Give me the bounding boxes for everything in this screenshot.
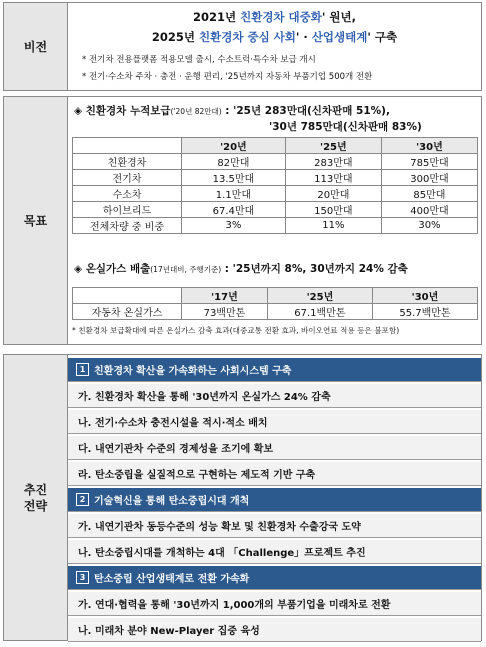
goal-heading-vehicles: ◈ 친환경차 누적보급('20년 82만대) : '25년 283만대(신차판매 51%),: [74, 105, 390, 117]
strategy-heading: [68, 488, 481, 512]
strategy-text: 탄소중립 산업생태계로 전환 가속화: [94, 574, 250, 585]
table-row: 전체차량 중 비중 3% 11% 30%: [73, 218, 478, 234]
strategy-item: [68, 514, 481, 538]
vehicle-target-table: [72, 137, 478, 234]
strategy-text: 가. 친환경차 확산을 통해 '30년까지 온실가스 24% 감축: [78, 392, 331, 403]
strategy-heading: [68, 566, 481, 590]
strategy-text: 다. 내연기관차 수준의 경제성을 조기에 확보: [78, 444, 274, 455]
vision-headline-2: 2025년 친환경차 중심 사회' · 산업생태계' 구축: [151, 30, 398, 44]
column-header: '20년: [182, 138, 286, 154]
strategy-text: 나. 전기·수소차 충전시설을 적시·적소 배치: [78, 418, 268, 429]
goal-footnote: * 친환경차 보급확대에 따른 온실가스 감축 효과(대중교통 전환 효과, 바이오연료 적용 등은 불포함): [72, 326, 400, 335]
strategy-number-box: 2: [76, 493, 89, 506]
emission-target-table: [72, 287, 478, 320]
vision-label: 비전: [4, 3, 68, 90]
vision-bullet-2: * 전기·수소차 주차 · 충전 · 운행 편리, '25년까지 자동차 부품기업 500개 전환: [82, 72, 373, 82]
strategy-heading: [68, 358, 481, 382]
strategy-text: 가. 연대·협력을 통해 '30년까지 1,000개의 부품기업을 미래차로 전환: [78, 600, 391, 611]
strategy-item: [68, 410, 481, 434]
table-header-row: [73, 288, 478, 304]
vision-section: [3, 2, 482, 91]
strategy-label: 추진 전략: [4, 355, 68, 640]
goal-heading-vehicles-2030: '30년 785만대(신차판매 83%): [269, 121, 422, 133]
table-row: 하이브리드 67.4만대 150만대 400만대: [73, 202, 478, 218]
strategy-text: 가. 내연기관차 동등수준의 성능 확보 및 친환경차 수출강국 도약: [78, 522, 361, 533]
strategy-item: [68, 462, 481, 486]
vision-highlight-3: 산업생태계: [311, 30, 368, 44]
column-header: '30년: [372, 288, 477, 304]
column-header: '25년: [267, 288, 372, 304]
goal-content: [68, 97, 481, 344]
goal-section: [3, 96, 482, 345]
strategy-item: [68, 436, 481, 460]
goal-label: 목표: [4, 97, 68, 344]
strategy-item: [68, 618, 481, 642]
table-row: 친환경차 82만대 283만대 785만대: [73, 154, 478, 170]
strategy-text: 나. 탄소중립시대를 개척하는 4대 「Challenge」프로젝트 추진: [78, 548, 366, 559]
vision-highlight-1: 친환경차 대중화: [240, 10, 322, 24]
strategy-text: 기술혁신을 통해 탄소중립시대 개척: [94, 496, 250, 507]
column-header: '25년: [285, 138, 381, 154]
vision-highlight-2: 친환경차 중심 사회: [199, 30, 296, 44]
table-row: 수소차 1.1만대 20만대 85만대: [73, 186, 478, 202]
strategy-content: [68, 355, 481, 640]
vision-bullet-1: * 전기차 전용플랫폼 적용모델 출시, 수소트럭·특수차 보급 개시: [82, 55, 316, 65]
strategy-text: 라. 탄소중립을 실질적으로 구현하는 제도적 기반 구축: [78, 470, 316, 481]
strategy-item: [68, 592, 481, 616]
strategy-section: [3, 354, 482, 641]
column-header: '17년: [182, 288, 268, 304]
table-header-row: [73, 138, 478, 154]
strategy-item: [68, 540, 481, 564]
table-row: 전기차 13.5만대 113만대 300만대: [73, 170, 478, 186]
strategy-number-box: 3: [76, 571, 89, 584]
strategy-item: [68, 384, 481, 408]
goal-heading-emissions: ◈ 온실가스 배출(17년대비, 주행기준) : '25년까지 8%, 30년까지 24% 감축: [74, 263, 408, 275]
table-row: 자동차 온실가스 73백만톤 67.1백만톤 55.7백만톤: [73, 304, 478, 320]
column-header: '30년: [381, 138, 477, 154]
vision-content: [68, 3, 481, 90]
strategy-text: 친환경차 확산을 가속화하는 사회시스템 구축: [94, 366, 292, 377]
strategy-number-box: 1: [76, 363, 89, 376]
vision-headline-1: 2021년 친환경차 대중화' 원년,: [192, 10, 357, 24]
strategy-text: 나. 미래차 분야 New-Player 집중 육성: [78, 626, 260, 637]
